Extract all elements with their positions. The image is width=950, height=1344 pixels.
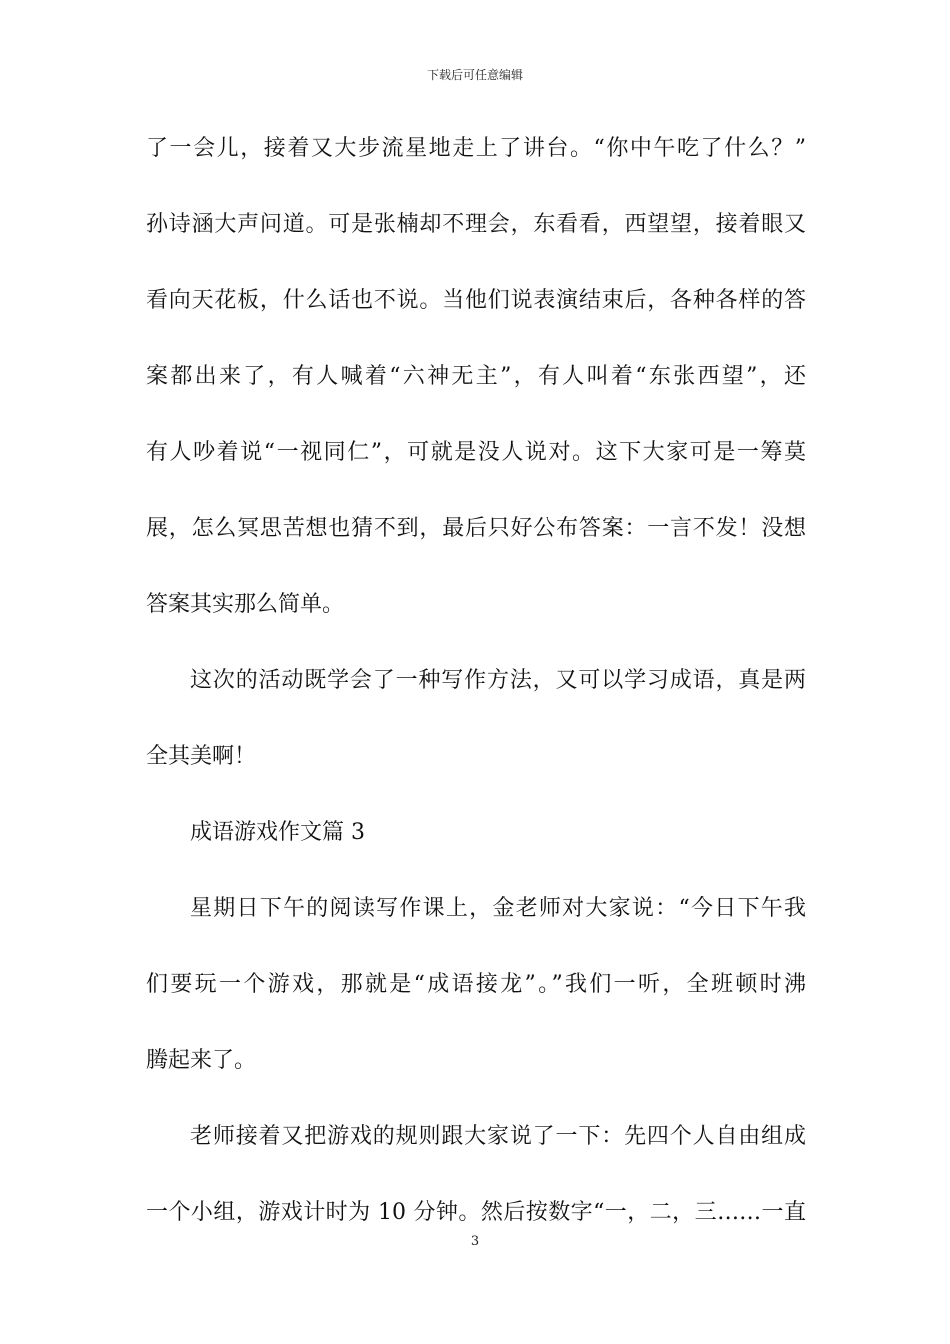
text-line: 全其美啊！ [146,744,257,769]
text-line: 们要玩一个游戏，那就是“成语接龙”。”我们一听，全班顿时沸 [146,972,806,997]
text-line: 答案其实那么简单。 [146,592,345,617]
text-line: 孙诗涵大声问道。可是张楠却不理会，东看看，西望望，接着眼又 [146,212,806,237]
section-heading: 成语游戏作文篇 3 [190,820,365,845]
text-line: 腾起来了。 [146,1048,257,1073]
text-line: 看向天花板，什么话也不说。当他们说表演结束后，各种各样的答 [146,288,806,313]
text-line: 案都出来了，有人喊着“六神无主”，有人叫着“东张西望”，还 [146,364,806,389]
page-number: 3 [470,1234,480,1249]
paragraph-first-line: 星期日下午的阅读写作课上，金老师对大家说：“今日下午我 [190,896,806,921]
text-line: 一个小组，游戏计时为 10 分钟。然后按数字“一，二，三……一直 [146,1200,806,1225]
paragraph-first-line: 老师接着又把游戏的规则跟大家说了一下：先四个人自由组成 [190,1124,806,1149]
text-line: 展，怎么冥思苦想也猜不到，最后只好公布答案：一言不发！没想 [146,516,806,541]
text-line: 了一会儿，接着又大步流星地走上了讲台。“你中午吃了什么？” [146,136,806,161]
paragraph-first-line: 这次的活动既学会了一种写作方法，又可以学习成语，真是两 [190,668,806,693]
text-line: 有人吵着说“一视同仁”，可就是没人说对。这下大家可是一筹莫 [146,440,806,465]
page-header: 下载后可任意编辑 [426,68,523,82]
